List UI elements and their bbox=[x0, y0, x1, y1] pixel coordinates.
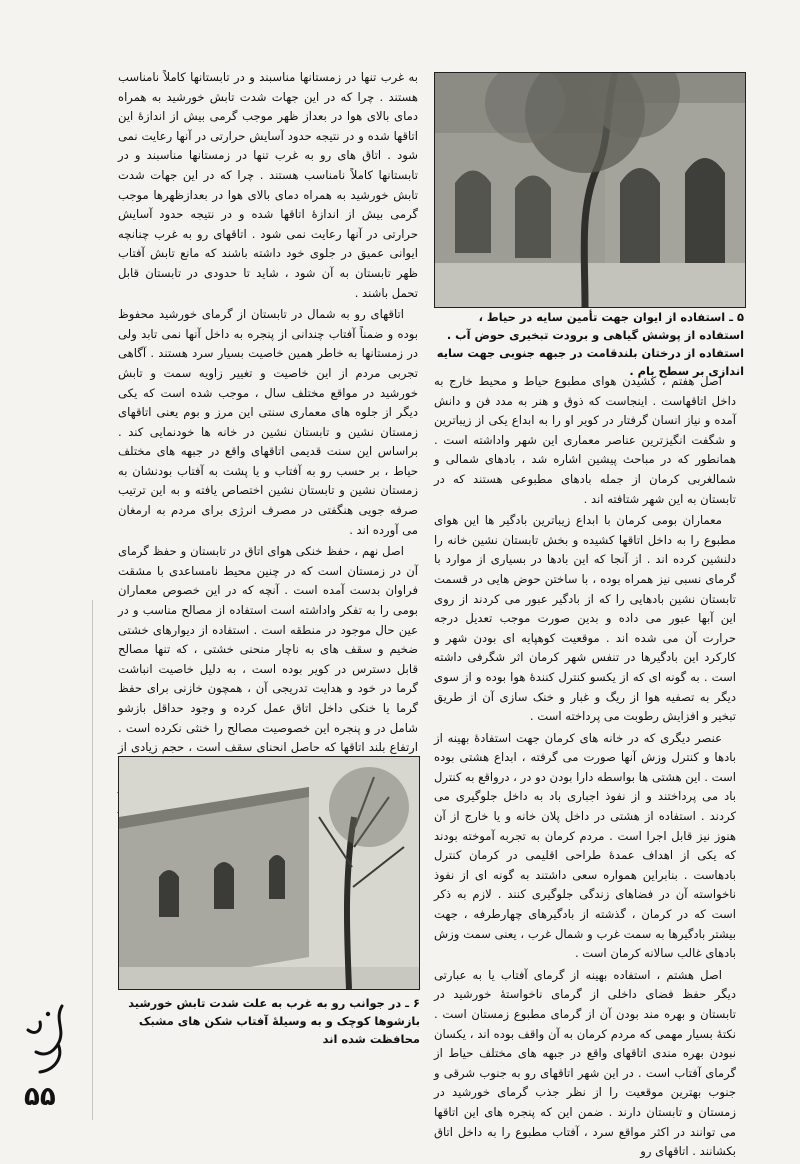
photo-caption-bottom: ۶ ـ در جوانب رو به غرب به علت شدت تابش خورشید بازشوها کوچک و به وسیلهٔ آفتاب شکن های مشبک محافظت شده اند bbox=[128, 996, 420, 1046]
paragraph: اصل نهم ، حفظ خنکی هوای اتاق در تابستان و حفظ گرمای آن در زمستان است که در چنین محیط نامساعدی با مشقت فراوان بدست آمده است . آنچه که در این خصوص معماران بومی را به تفکر واداشته است استفاده از مصالح مناسب و در عین حال موجود در منطقه است . استفاده از دیوارهای خشتی ضخیم و سقف های به ناچار منحنی خشتی ، که تنها مصالح قابل دسترس در کویر بوده است ، به دلیل خاصیت انباشت گرما در خود و هدایت تدریجی آن ، همچون خازنی برای حفظ گرما یا خنکی داخل اتاق عمل کرده و وجود حداقل بازشو شامل در و پنجره این خصوصیت مصالح را خنثی نکرده است . ارتفاع بلند اتاقها که حاصل انحنای سقف است ، حجم زیادی از bbox=[118, 544, 418, 755]
right-text-column bbox=[434, 372, 736, 1164]
west-facade-photo-graphic bbox=[119, 757, 419, 989]
paragraph: اتاقهای رو به شمال در تابستان از گرمای خورشید محفوظ بوده و ضمناً آفتاب چندانی از پنجره به داخل آنها نمی تابد ولی در زمستانها به خاطر همین خاصیت بسیار سرد هستند . آگاهی تجربی مردم از این خاصیت و تغییر زاویه سمت و تابش خورشید در مواقع مختلف سال ، موجب شده است که یکی دیگر از جلوه های معماری سنتی این مرز و بوم یعنی اتاقهای زمستان نشین و تابستان نشین در خانه ها خودنمایی کند . براساس این سنت قدیمی اتاقهای واقع در جبهه های مختلف حیاط ، بر حسب رو به آفتاب و یا پشت به آفتاب بودنشان به زمستان نشین و تابستان نشین اختصاص یافته و به این ترتیب صرفه جویی هنگفتی در مصرف انرژی برای مردم به ارمغان می آورده اند . bbox=[118, 307, 418, 537]
paragraph: اصل هفتم ، کشیدن هوای مطبوع حیاط و محیط خارج به داخل اتاقهاست . اینجاست که ذوق و هنر به مدد فن و دانش آمده و نیاز انسان گرفتار در کویر او را به ابداع یکی از زیباترین و شگفت انگیزترین عناصر معماری این شهر واداشته است . همانطور که در مباحث پیشین اشاره شد ، بادهای شمالی و شمالغربی کرمان از جمله بادهای مطبوعی هستند که در تابستان به این شهر شتافته اند . bbox=[434, 374, 736, 506]
west-facade-photo bbox=[118, 756, 420, 990]
left-text-column bbox=[118, 68, 418, 838]
paragraph: معماران بومی کرمان با ابداع زیباترین بادگیر ها این هوای مطبوع را به داخل اتاقها کشیده و بخش تابستان نشین خانه را دلنشین کرده اند . از آنجا که این بادها در بسیاری از موارد با گرمای نسبی نیز همراه بوده ، با ساختن حوض هایی در قسمت تابستان نشین بادهایی را که از بادگیر عبور می کردند از روی این آبها عبور می داده و بدین صورت موجب تعدیل درجه حرارت آن می شده اند . موقعیت کوهپایه ای بودن شهر و کارکرد این بادگیرها در تنفس شهر کرمان اثر شگرفی داشته است . به گونه ای که از یکسو کنترل کنندهٔ هوا بوده و از سوی دیگر به تصفیه هوا از ریگ و غبار و خنک سازی آن از طریق تبخیر و افزایش رطوبت می پرداخته است . bbox=[434, 513, 736, 724]
paragraph: عنصر دیگری که در خانه های کرمان جهت استفادهٔ بهینه از بادها و کنترل وزش آنها صورت می گرفته ، ابداع هشتی بوده است . این هشتی ها بواسطه دارا بودن دو در ، درواقع به کنترل باد می پرداختند و از نفوذ اجباری باد به داخل جلوگیری می کردند . استفاده از هشتی در داخل پلان خانه و یا خارج از آن هنوز نیز قابل اجرا است . مردم کرمان به تجربه آموخته بودند که یکی از اهداف عمدهٔ طراحی اقلیمی در کرمان کنترل بادهاست . بنابراین همواره سعی داشتند به گونه ای از نفوذ ناخواسته آن در فضاهای زندگی جلوگیری کنند . لازم به ذکر است که در کرمان ، گذشته از بادگیرهای چهارطرفه ، جهت بیشتر بادگیرها به سمت غرب و شمال غرب ، یعنی سمت وزش بادهای غالب سالانه کرمان است . bbox=[434, 730, 736, 961]
courtyard-photo-graphic bbox=[435, 73, 745, 307]
courtyard-photo bbox=[434, 72, 746, 308]
photo-caption-top: ۵ ـ استفاده از ایوان جهت تأمین سایه در حیاط ، استفاده از پوشش گیاهی و برودت تبخیری حوض آب . استفاده از درختان بلندقامت در جبهه جنوبی جهت سایه اندازی بر سطح بام . bbox=[436, 310, 744, 378]
kerman-logo-icon bbox=[14, 1000, 74, 1080]
page-number: ۵۵ bbox=[24, 1082, 56, 1112]
paragraph: به غرب تنها در زمستانها مناسبند و در تابستانها کاملاً نامناسب هستند . چرا که در این جهات شدت تابش خورشید به همراه دمای بالای هوا در بعداز ظهر موجب گرمی بیش از اندازهٔ این اتاقها شده و در نتیجه حدود آسایش حرارتی در آنها رعایت نمی شود . اتاق های رو به غرب تنها در زمستانها مناسبند و در تابستانها کاملاً نامناسب هستند . چرا که در این جهات شدت تابش خورشید به همراه دمای بالای هوا در بعدازظهرها موجب گرمی بیش از اندازهٔ اتاقها شده و در نتیجه حدود آسایش حرارتی در آنها رعایت نمی شود . اتاقهای رو به غرب چنانچه ایوانی عمیق در جلوی خود داشته باشند که مانع تابش آفتاب ظهر تابستان به آن شود ، شاید تا حدودی در تابستان قابل تحمل باشند . bbox=[118, 70, 418, 300]
margin-divider bbox=[92, 600, 93, 1120]
paragraph: اصل هشتم ، استفاده بهینه از گرمای آفتاب یا به عبارتی دیگر حفظ فضای داخلی از گرمای ناخواستهٔ خورشید در تابستان و بهره مند بودن آن از گرمای مطبوع زمستان است . نکتهٔ بسیار مهمی که مردم کرمان به آن واقف بوده اند ، یکسان نبودن بهره مندی اتاقهای واقع در جبهه های مختلف حیاط از گرمای آفتاب است . در این شهر اتاقهای رو به جنوب شرقی و جنوب بهترین موقعیت را از نظر جذب گرمای خورشید در زمستان و تابستان دارند . ضمن این که پنجره های این اتاقها می توانند در اکثر مواقع سرد ، آفتاب مطبوع را به داخل اتاق بکشانند . اتاقهای رو bbox=[434, 967, 736, 1159]
